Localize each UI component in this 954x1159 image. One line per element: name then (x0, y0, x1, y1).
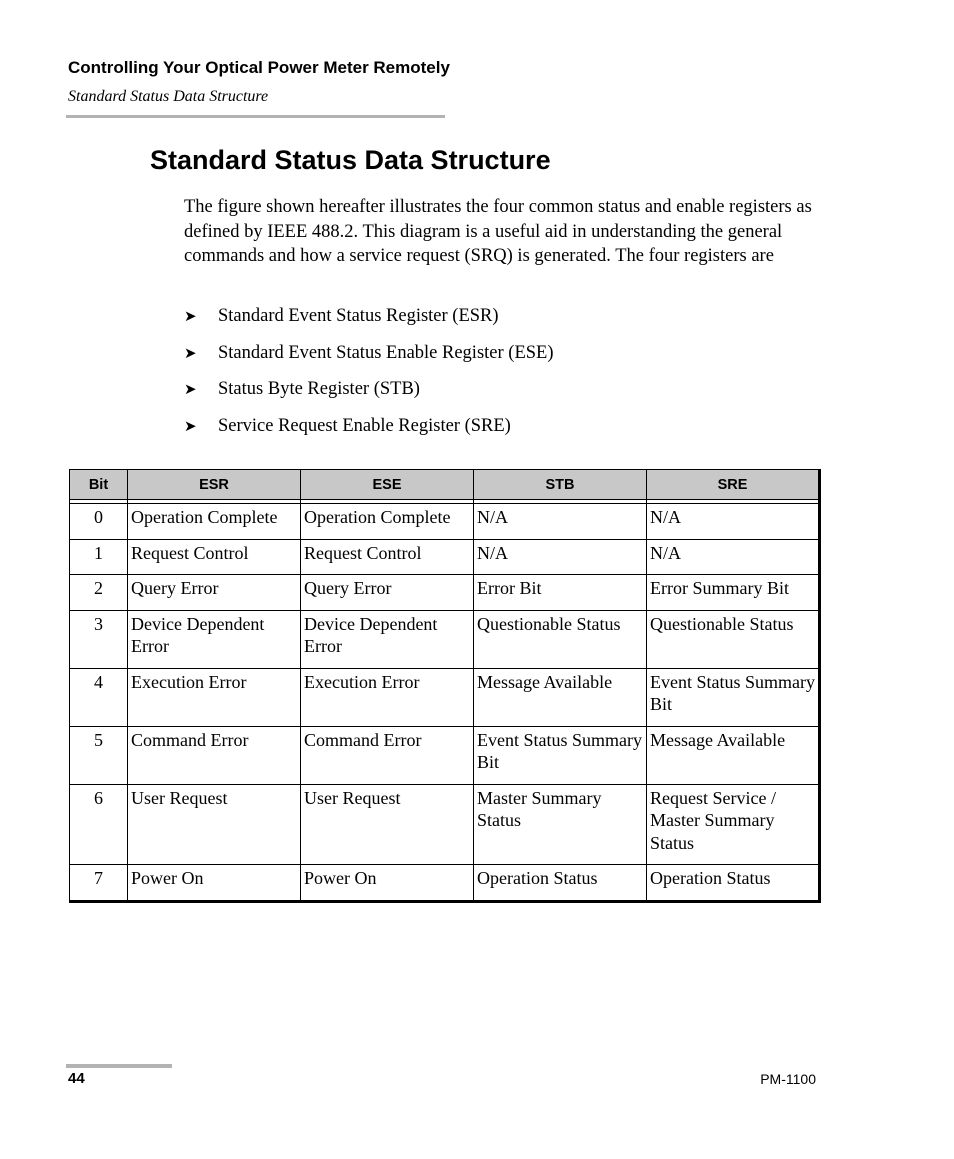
sre-cell: Message Available (647, 726, 820, 784)
bit-cell: 4 (70, 668, 128, 726)
page-number: 44 (68, 1070, 85, 1087)
list-item-text: Standard Event Status Register (ESR) (218, 306, 499, 326)
table-row (70, 539, 820, 575)
intro-paragraph: The figure shown hereafter illustrates the four common status and enable registers as defined by IEEE 488.2. This diagram is a useful aid in understanding the general commands and how a service request (SRQ) is generated. The four registers are (184, 197, 812, 266)
list-item (184, 341, 554, 378)
list-item (184, 414, 554, 451)
esr-cell: Device Dependent Error (128, 610, 301, 668)
header-bit: Bit (70, 470, 128, 500)
header-rule (66, 115, 445, 118)
bit-cell: 3 (70, 610, 128, 668)
bit-cell: 7 (70, 865, 128, 902)
esr-cell: Power On (128, 865, 301, 902)
bit-cell: 5 (70, 726, 128, 784)
list-item (184, 377, 554, 414)
ese-cell: Command Error (301, 726, 474, 784)
list-item-text: Service Request Enable Register (SRE) (218, 415, 511, 436)
list-item-text: Standard Event Status Enable Register (ESE) (218, 342, 554, 363)
ese-cell: Operation Complete (301, 504, 474, 540)
stb-cell: N/A (474, 539, 647, 575)
sre-cell: N/A (647, 504, 820, 540)
table-row (70, 668, 820, 726)
header-stb: STB (474, 470, 647, 500)
table-row (70, 784, 820, 865)
stb-cell: Error Bit (474, 575, 647, 611)
bit-cell: 1 (70, 539, 128, 575)
arrow-bullet-icon: ➤ (184, 309, 197, 325)
footer-rule (66, 1064, 172, 1068)
stb-cell: N/A (474, 504, 647, 540)
esr-cell: Query Error (128, 575, 301, 611)
header-sre: SRE (647, 470, 820, 500)
stb-cell: Event Status Summary Bit (474, 726, 647, 784)
esr-cell: Request Control (128, 539, 301, 575)
stb-cell: Master Summary Status (474, 784, 647, 865)
register-list (184, 304, 554, 450)
esr-cell: Execution Error (128, 668, 301, 726)
header-ese: ESE (301, 470, 474, 500)
header-esr: ESR (128, 470, 301, 500)
table-row (70, 865, 820, 902)
running-title: Controlling Your Optical Power Meter Remotely (68, 58, 450, 77)
sre-cell: N/A (647, 539, 820, 575)
status-register-table (69, 469, 821, 903)
stb-cell: Questionable Status (474, 610, 647, 668)
sre-cell: Request Service / Master Summary Status (647, 784, 820, 865)
section-title: Standard Status Data Structure (150, 145, 551, 175)
ese-cell: Query Error (301, 575, 474, 611)
esr-cell: Operation Complete (128, 504, 301, 540)
table-row (70, 504, 820, 540)
bit-cell: 2 (70, 575, 128, 611)
running-subtitle: Standard Status Data Structure (68, 88, 269, 105)
ese-cell: Execution Error (301, 668, 474, 726)
sre-cell: Operation Status (647, 865, 820, 902)
table-row (70, 575, 820, 611)
table-row (70, 610, 820, 668)
ese-cell: User Request (301, 784, 474, 865)
bit-cell: 0 (70, 504, 128, 540)
document-id: PM-1100 (760, 1071, 816, 1087)
sre-cell: Event Status Summary Bit (647, 668, 820, 726)
list-item (184, 304, 554, 341)
sre-cell: Error Summary Bit (647, 575, 820, 611)
stb-cell: Operation Status (474, 865, 647, 902)
bit-cell: 6 (70, 784, 128, 865)
table-header-row (70, 470, 820, 500)
esr-cell: Command Error (128, 726, 301, 784)
table-row (70, 726, 820, 784)
list-item-text: Status Byte Register (STB) (218, 379, 420, 399)
sre-cell: Questionable Status (647, 610, 820, 668)
ese-cell: Request Control (301, 539, 474, 575)
ese-cell: Device Dependent Error (301, 610, 474, 668)
ese-cell: Power On (301, 865, 474, 902)
esr-cell: User Request (128, 784, 301, 865)
arrow-bullet-icon: ➤ (184, 382, 197, 398)
arrow-bullet-icon: ➤ (184, 345, 197, 362)
arrow-bullet-icon: ➤ (184, 418, 197, 435)
stb-cell: Message Available (474, 668, 647, 726)
